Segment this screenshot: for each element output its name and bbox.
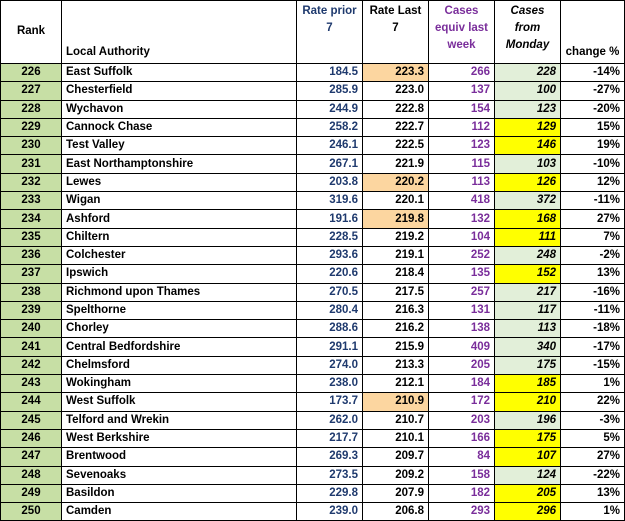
rank-cell: 249: [1, 484, 62, 502]
local-authority-cell: Brentwood: [62, 448, 297, 466]
cases-equiv-cell: 131: [429, 301, 495, 319]
rank-cell: 228: [1, 100, 62, 118]
rank-cell: 231: [1, 155, 62, 173]
local-authority-cell: Wychavon: [62, 100, 297, 118]
change-cell: 13%: [561, 484, 625, 502]
change-cell: 13%: [561, 265, 625, 283]
rank-cell: 243: [1, 375, 62, 393]
cases-equiv-cell: 409: [429, 338, 495, 356]
cases-equiv-cell: 172: [429, 393, 495, 411]
rate-prior-cell: 228.5: [297, 228, 363, 246]
cases-monday-cell: 113: [495, 320, 561, 338]
change-cell: -10%: [561, 155, 625, 173]
change-cell: -14%: [561, 64, 625, 82]
cases-monday-cell: 107: [495, 448, 561, 466]
rate-last-cell: 223.0: [363, 82, 429, 100]
rate-prior-cell: 270.5: [297, 283, 363, 301]
table-row: [1, 503, 625, 521]
header-rate-last: Rate Last 7: [363, 1, 429, 64]
rank-cell: 244: [1, 393, 62, 411]
local-authority-cell: East Suffolk: [62, 64, 297, 82]
local-authority-cell: Wigan: [62, 192, 297, 210]
table-row: [1, 265, 625, 283]
rate-prior-cell: 291.1: [297, 338, 363, 356]
cases-monday-cell: 111: [495, 228, 561, 246]
rate-last-cell: 206.8: [363, 503, 429, 521]
cases-monday-cell: 185: [495, 375, 561, 393]
change-cell: 27%: [561, 448, 625, 466]
cases-equiv-cell: 84: [429, 448, 495, 466]
rate-prior-cell: 217.7: [297, 429, 363, 447]
cases-monday-cell: 296: [495, 503, 561, 521]
rate-last-cell: 219.1: [363, 246, 429, 264]
rate-last-cell: 213.3: [363, 356, 429, 374]
table-row: [1, 64, 625, 82]
rate-prior-cell: 238.0: [297, 375, 363, 393]
local-authority-cell: Sevenoaks: [62, 466, 297, 484]
rank-cell: 229: [1, 118, 62, 136]
rate-prior-cell: 184.5: [297, 64, 363, 82]
table-row: [1, 356, 625, 374]
table-row: [1, 100, 625, 118]
table-row: [1, 466, 625, 484]
header-rate-prior: Rate prior 7: [297, 1, 363, 64]
header-cases-equiv: Cases equiv last week: [429, 1, 495, 64]
rank-cell: 247: [1, 448, 62, 466]
table-row: [1, 118, 625, 136]
table-body: [1, 64, 625, 521]
rate-prior-cell: 262.0: [297, 411, 363, 429]
local-authority-cell: Colchester: [62, 246, 297, 264]
table-row: [1, 192, 625, 210]
cases-monday-cell: 126: [495, 173, 561, 191]
rate-prior-cell: 258.2: [297, 118, 363, 136]
cases-monday-cell: 124: [495, 466, 561, 484]
change-cell: -27%: [561, 82, 625, 100]
cases-equiv-cell: 158: [429, 466, 495, 484]
rate-prior-cell: 285.9: [297, 82, 363, 100]
header-local-authority: Local Authority: [62, 1, 297, 64]
rate-prior-cell: 203.8: [297, 173, 363, 191]
rank-cell: 239: [1, 301, 62, 319]
change-cell: 5%: [561, 429, 625, 447]
cases-equiv-cell: 135: [429, 265, 495, 283]
table-row: [1, 210, 625, 228]
cases-monday-cell: 210: [495, 393, 561, 411]
rate-prior-cell: 220.6: [297, 265, 363, 283]
rate-last-cell: 219.2: [363, 228, 429, 246]
header-change: change %: [561, 1, 625, 64]
change-cell: -22%: [561, 466, 625, 484]
cases-monday-cell: 146: [495, 137, 561, 155]
local-authority-cell: Telford and Wrekin: [62, 411, 297, 429]
cases-monday-cell: 228: [495, 64, 561, 82]
cases-monday-cell: 168: [495, 210, 561, 228]
header-rank: Rank: [1, 1, 62, 64]
table-row: [1, 411, 625, 429]
local-authority-cell: Richmond upon Thames: [62, 283, 297, 301]
change-cell: 19%: [561, 137, 625, 155]
cases-monday-cell: 340: [495, 338, 561, 356]
rate-last-cell: 210.7: [363, 411, 429, 429]
table-row: [1, 320, 625, 338]
cases-equiv-cell: 418: [429, 192, 495, 210]
change-cell: -2%: [561, 246, 625, 264]
cases-monday-cell: 205: [495, 484, 561, 502]
cases-monday-cell: 175: [495, 429, 561, 447]
rate-last-cell: 207.9: [363, 484, 429, 502]
table-row: [1, 283, 625, 301]
local-authority-cell: Test Valley: [62, 137, 297, 155]
rank-cell: 236: [1, 246, 62, 264]
local-authority-cell: Ipswich: [62, 265, 297, 283]
cases-equiv-cell: 104: [429, 228, 495, 246]
table-row: [1, 484, 625, 502]
rate-prior-cell: 191.6: [297, 210, 363, 228]
cases-monday-cell: 196: [495, 411, 561, 429]
rate-last-cell: 219.8: [363, 210, 429, 228]
cases-equiv-cell: 252: [429, 246, 495, 264]
cases-equiv-cell: 137: [429, 82, 495, 100]
rank-cell: 241: [1, 338, 62, 356]
local-authority-cell: Basildon: [62, 484, 297, 502]
change-cell: -18%: [561, 320, 625, 338]
rate-prior-cell: 173.7: [297, 393, 363, 411]
table-row: [1, 82, 625, 100]
rank-cell: 233: [1, 192, 62, 210]
cases-equiv-cell: 154: [429, 100, 495, 118]
rate-last-cell: 222.7: [363, 118, 429, 136]
table-row: [1, 375, 625, 393]
rate-last-cell: 216.3: [363, 301, 429, 319]
rank-cell: 245: [1, 411, 62, 429]
cases-monday-cell: 372: [495, 192, 561, 210]
change-cell: 22%: [561, 393, 625, 411]
cases-monday-cell: 123: [495, 100, 561, 118]
rate-prior-cell: 269.3: [297, 448, 363, 466]
rate-last-cell: 216.2: [363, 320, 429, 338]
table-row: [1, 137, 625, 155]
rate-last-cell: 222.8: [363, 100, 429, 118]
change-cell: 1%: [561, 375, 625, 393]
header-cases-monday: Cases from Monday: [495, 1, 561, 64]
change-cell: 15%: [561, 118, 625, 136]
rank-cell: 226: [1, 64, 62, 82]
rank-cell: 234: [1, 210, 62, 228]
rate-prior-cell: 319.6: [297, 192, 363, 210]
rate-prior-cell: 246.1: [297, 137, 363, 155]
cases-equiv-cell: 115: [429, 155, 495, 173]
table-row: [1, 301, 625, 319]
change-cell: 7%: [561, 228, 625, 246]
rate-prior-cell: 280.4: [297, 301, 363, 319]
local-authority-cell: Camden: [62, 503, 297, 521]
header-row: [1, 1, 625, 64]
rate-prior-cell: 244.9: [297, 100, 363, 118]
rate-last-cell: 221.9: [363, 155, 429, 173]
change-cell: -11%: [561, 192, 625, 210]
cases-equiv-cell: 112: [429, 118, 495, 136]
cases-equiv-cell: 138: [429, 320, 495, 338]
change-cell: -3%: [561, 411, 625, 429]
rate-last-cell: 218.4: [363, 265, 429, 283]
change-cell: -20%: [561, 100, 625, 118]
change-cell: -15%: [561, 356, 625, 374]
rate-last-cell: 215.9: [363, 338, 429, 356]
rate-prior-cell: 273.5: [297, 466, 363, 484]
rate-last-cell: 217.5: [363, 283, 429, 301]
cases-equiv-cell: 293: [429, 503, 495, 521]
cases-monday-cell: 117: [495, 301, 561, 319]
local-authority-cell: Lewes: [62, 173, 297, 191]
cases-monday-cell: 248: [495, 246, 561, 264]
rate-last-cell: 210.9: [363, 393, 429, 411]
cases-equiv-cell: 132: [429, 210, 495, 228]
cases-monday-cell: 152: [495, 265, 561, 283]
table-row: [1, 173, 625, 191]
cases-monday-cell: 175: [495, 356, 561, 374]
local-authority-cell: Wokingham: [62, 375, 297, 393]
rate-prior-cell: 274.0: [297, 356, 363, 374]
rank-cell: 248: [1, 466, 62, 484]
local-authority-cell: Chesterfield: [62, 82, 297, 100]
rank-cell: 232: [1, 173, 62, 191]
rank-cell: 242: [1, 356, 62, 374]
local-authority-cell: West Suffolk: [62, 393, 297, 411]
rate-prior-cell: 267.1: [297, 155, 363, 173]
cases-equiv-cell: 203: [429, 411, 495, 429]
local-authority-cell: West Berkshire: [62, 429, 297, 447]
rate-prior-cell: 229.8: [297, 484, 363, 502]
rate-last-cell: 209.7: [363, 448, 429, 466]
cases-equiv-cell: 182: [429, 484, 495, 502]
change-cell: 12%: [561, 173, 625, 191]
local-authority-cell: Chelmsford: [62, 356, 297, 374]
rate-prior-cell: 239.0: [297, 503, 363, 521]
local-authority-cell: Central Bedfordshire: [62, 338, 297, 356]
change-cell: -11%: [561, 301, 625, 319]
change-cell: -17%: [561, 338, 625, 356]
local-authority-cell: Chiltern: [62, 228, 297, 246]
rate-last-cell: 209.2: [363, 466, 429, 484]
rank-cell: 227: [1, 82, 62, 100]
table-row: [1, 228, 625, 246]
rate-prior-cell: 288.6: [297, 320, 363, 338]
cases-equiv-cell: 257: [429, 283, 495, 301]
rank-cell: 230: [1, 137, 62, 155]
change-cell: 1%: [561, 503, 625, 521]
rank-cell: 240: [1, 320, 62, 338]
rate-last-cell: 222.5: [363, 137, 429, 155]
cases-equiv-cell: 205: [429, 356, 495, 374]
change-cell: 27%: [561, 210, 625, 228]
local-authority-cell: East Northamptonshire: [62, 155, 297, 173]
local-authority-cell: Ashford: [62, 210, 297, 228]
local-authority-cell: Cannock Chase: [62, 118, 297, 136]
change-cell: -16%: [561, 283, 625, 301]
cases-equiv-cell: 113: [429, 173, 495, 191]
rate-last-cell: 223.3: [363, 64, 429, 82]
table-row: [1, 393, 625, 411]
cases-monday-cell: 217: [495, 283, 561, 301]
cases-monday-cell: 100: [495, 82, 561, 100]
cases-equiv-cell: 166: [429, 429, 495, 447]
cases-monday-cell: 103: [495, 155, 561, 173]
table-row: [1, 338, 625, 356]
cases-equiv-cell: 123: [429, 137, 495, 155]
cases-equiv-cell: 266: [429, 64, 495, 82]
cases-monday-cell: 129: [495, 118, 561, 136]
rank-cell: 238: [1, 283, 62, 301]
table-row: [1, 429, 625, 447]
rank-cell: 250: [1, 503, 62, 521]
table-row: [1, 155, 625, 173]
local-authority-cell: Chorley: [62, 320, 297, 338]
rate-last-cell: 220.1: [363, 192, 429, 210]
rate-prior-cell: 293.6: [297, 246, 363, 264]
rate-last-cell: 210.1: [363, 429, 429, 447]
table-row: [1, 448, 625, 466]
local-authority-cell: Spelthorne: [62, 301, 297, 319]
rank-cell: 237: [1, 265, 62, 283]
cases-equiv-cell: 184: [429, 375, 495, 393]
rate-last-cell: 220.2: [363, 173, 429, 191]
rank-cell: 246: [1, 429, 62, 447]
rank-cell: 235: [1, 228, 62, 246]
rate-last-cell: 212.1: [363, 375, 429, 393]
table-row: [1, 246, 625, 264]
